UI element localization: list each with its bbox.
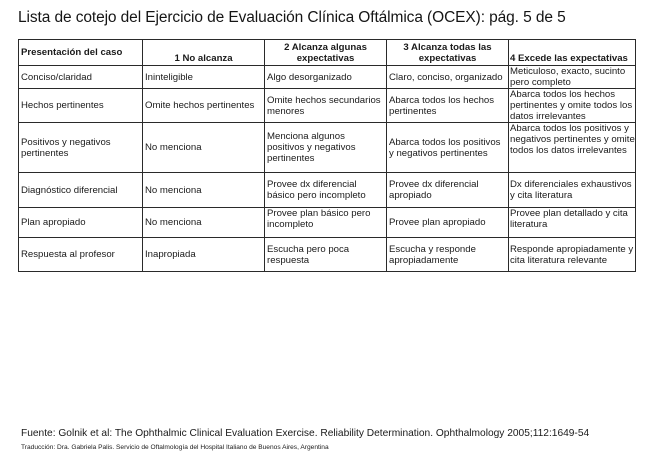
column-header-level-4: 4 Excede las expectativas <box>509 40 636 66</box>
table-row <box>19 173 636 208</box>
level-1-cell: Omite hechos pertinentes <box>143 89 265 123</box>
level-4-cell: Provee plan detallado y cita literatura <box>509 208 636 238</box>
column-header-level-3: 3 Alcanza todas las expectativas <box>387 40 509 66</box>
level-2-cell: Menciona algunos positivos y negativos pertinentes <box>265 123 387 173</box>
level-3-cell: Provee plan apropiado <box>387 208 509 238</box>
level-1-cell: No menciona <box>143 173 265 208</box>
level-3-cell: Abarca todos los positivos y negativos pertinentes <box>387 123 509 173</box>
criterion-cell: Conciso/claridad <box>19 66 143 89</box>
table-row <box>19 238 636 272</box>
level-2-cell: Escucha pero poca respuesta <box>265 238 387 272</box>
level-1-cell: Ininteligible <box>143 66 265 89</box>
source-citation: Fuente: Golnik et al: The Ophthalmic Clinical Evaluation Exercise. Reliability Determination. Ophthalmology 2005;112:1649-54 <box>21 428 590 439</box>
criterion-cell: Positivos y negativos pertinentes <box>19 123 143 173</box>
level-1-cell: No menciona <box>143 208 265 238</box>
translation-credit: Traducción: Dra. Gabriela Palis. Servicio de Oftalmología del Hospital Italiano de Buenos Aires, Argentina <box>21 444 329 451</box>
level-1-cell: No menciona <box>143 123 265 173</box>
level-3-cell: Abarca todos los hechos pertinentes <box>387 89 509 123</box>
level-2-cell: Omite hechos secundarios menores <box>265 89 387 123</box>
column-header-case-presentation: Presentación del caso <box>19 40 143 66</box>
table-row <box>19 89 636 123</box>
ocex-checklist-table <box>18 39 636 272</box>
level-2-cell: Provee dx diferencial básico pero incompleto <box>265 173 387 208</box>
level-2-cell: Provee plan básico pero incompleto <box>265 208 387 238</box>
page-title: Lista de cotejo del Ejercicio de Evaluación Clínica Oftálmica (OCEX): pág. 5 de 5 <box>18 9 566 26</box>
level-4-cell: Responde apropiadamente y cita literatura relevante <box>509 238 636 272</box>
column-header-level-1: 1 No alcanza <box>143 40 265 66</box>
level-3-cell: Claro, conciso, organizado <box>387 66 509 89</box>
level-4-cell: Abarca todos los hechos pertinentes y omite todos los datos irrelevantes <box>509 89 636 123</box>
table-row <box>19 66 636 89</box>
level-4-cell: Abarca todos los positivos y negativos pertinentes y omite todos los datos irrelevantes <box>509 123 636 173</box>
criterion-cell: Respuesta al profesor <box>19 238 143 272</box>
criterion-cell: Plan apropiado <box>19 208 143 238</box>
level-2-cell: Algo desorganizado <box>265 66 387 89</box>
criterion-cell: Hechos pertinentes <box>19 89 143 123</box>
level-4-cell: Meticuloso, exacto, sucinto pero completo <box>509 66 636 89</box>
column-header-level-2: 2 Alcanza algunas expectativas <box>265 40 387 66</box>
level-4-cell: Dx diferenciales exhaustivos y cita literatura <box>509 173 636 208</box>
level-3-cell: Escucha y responde apropiadamente <box>387 238 509 272</box>
criterion-cell: Diagnóstico diferencial <box>19 173 143 208</box>
table-row <box>19 208 636 238</box>
level-1-cell: Inapropiada <box>143 238 265 272</box>
table-header-row <box>19 40 636 66</box>
level-3-cell: Provee dx diferencial apropiado <box>387 173 509 208</box>
table-row <box>19 123 636 173</box>
